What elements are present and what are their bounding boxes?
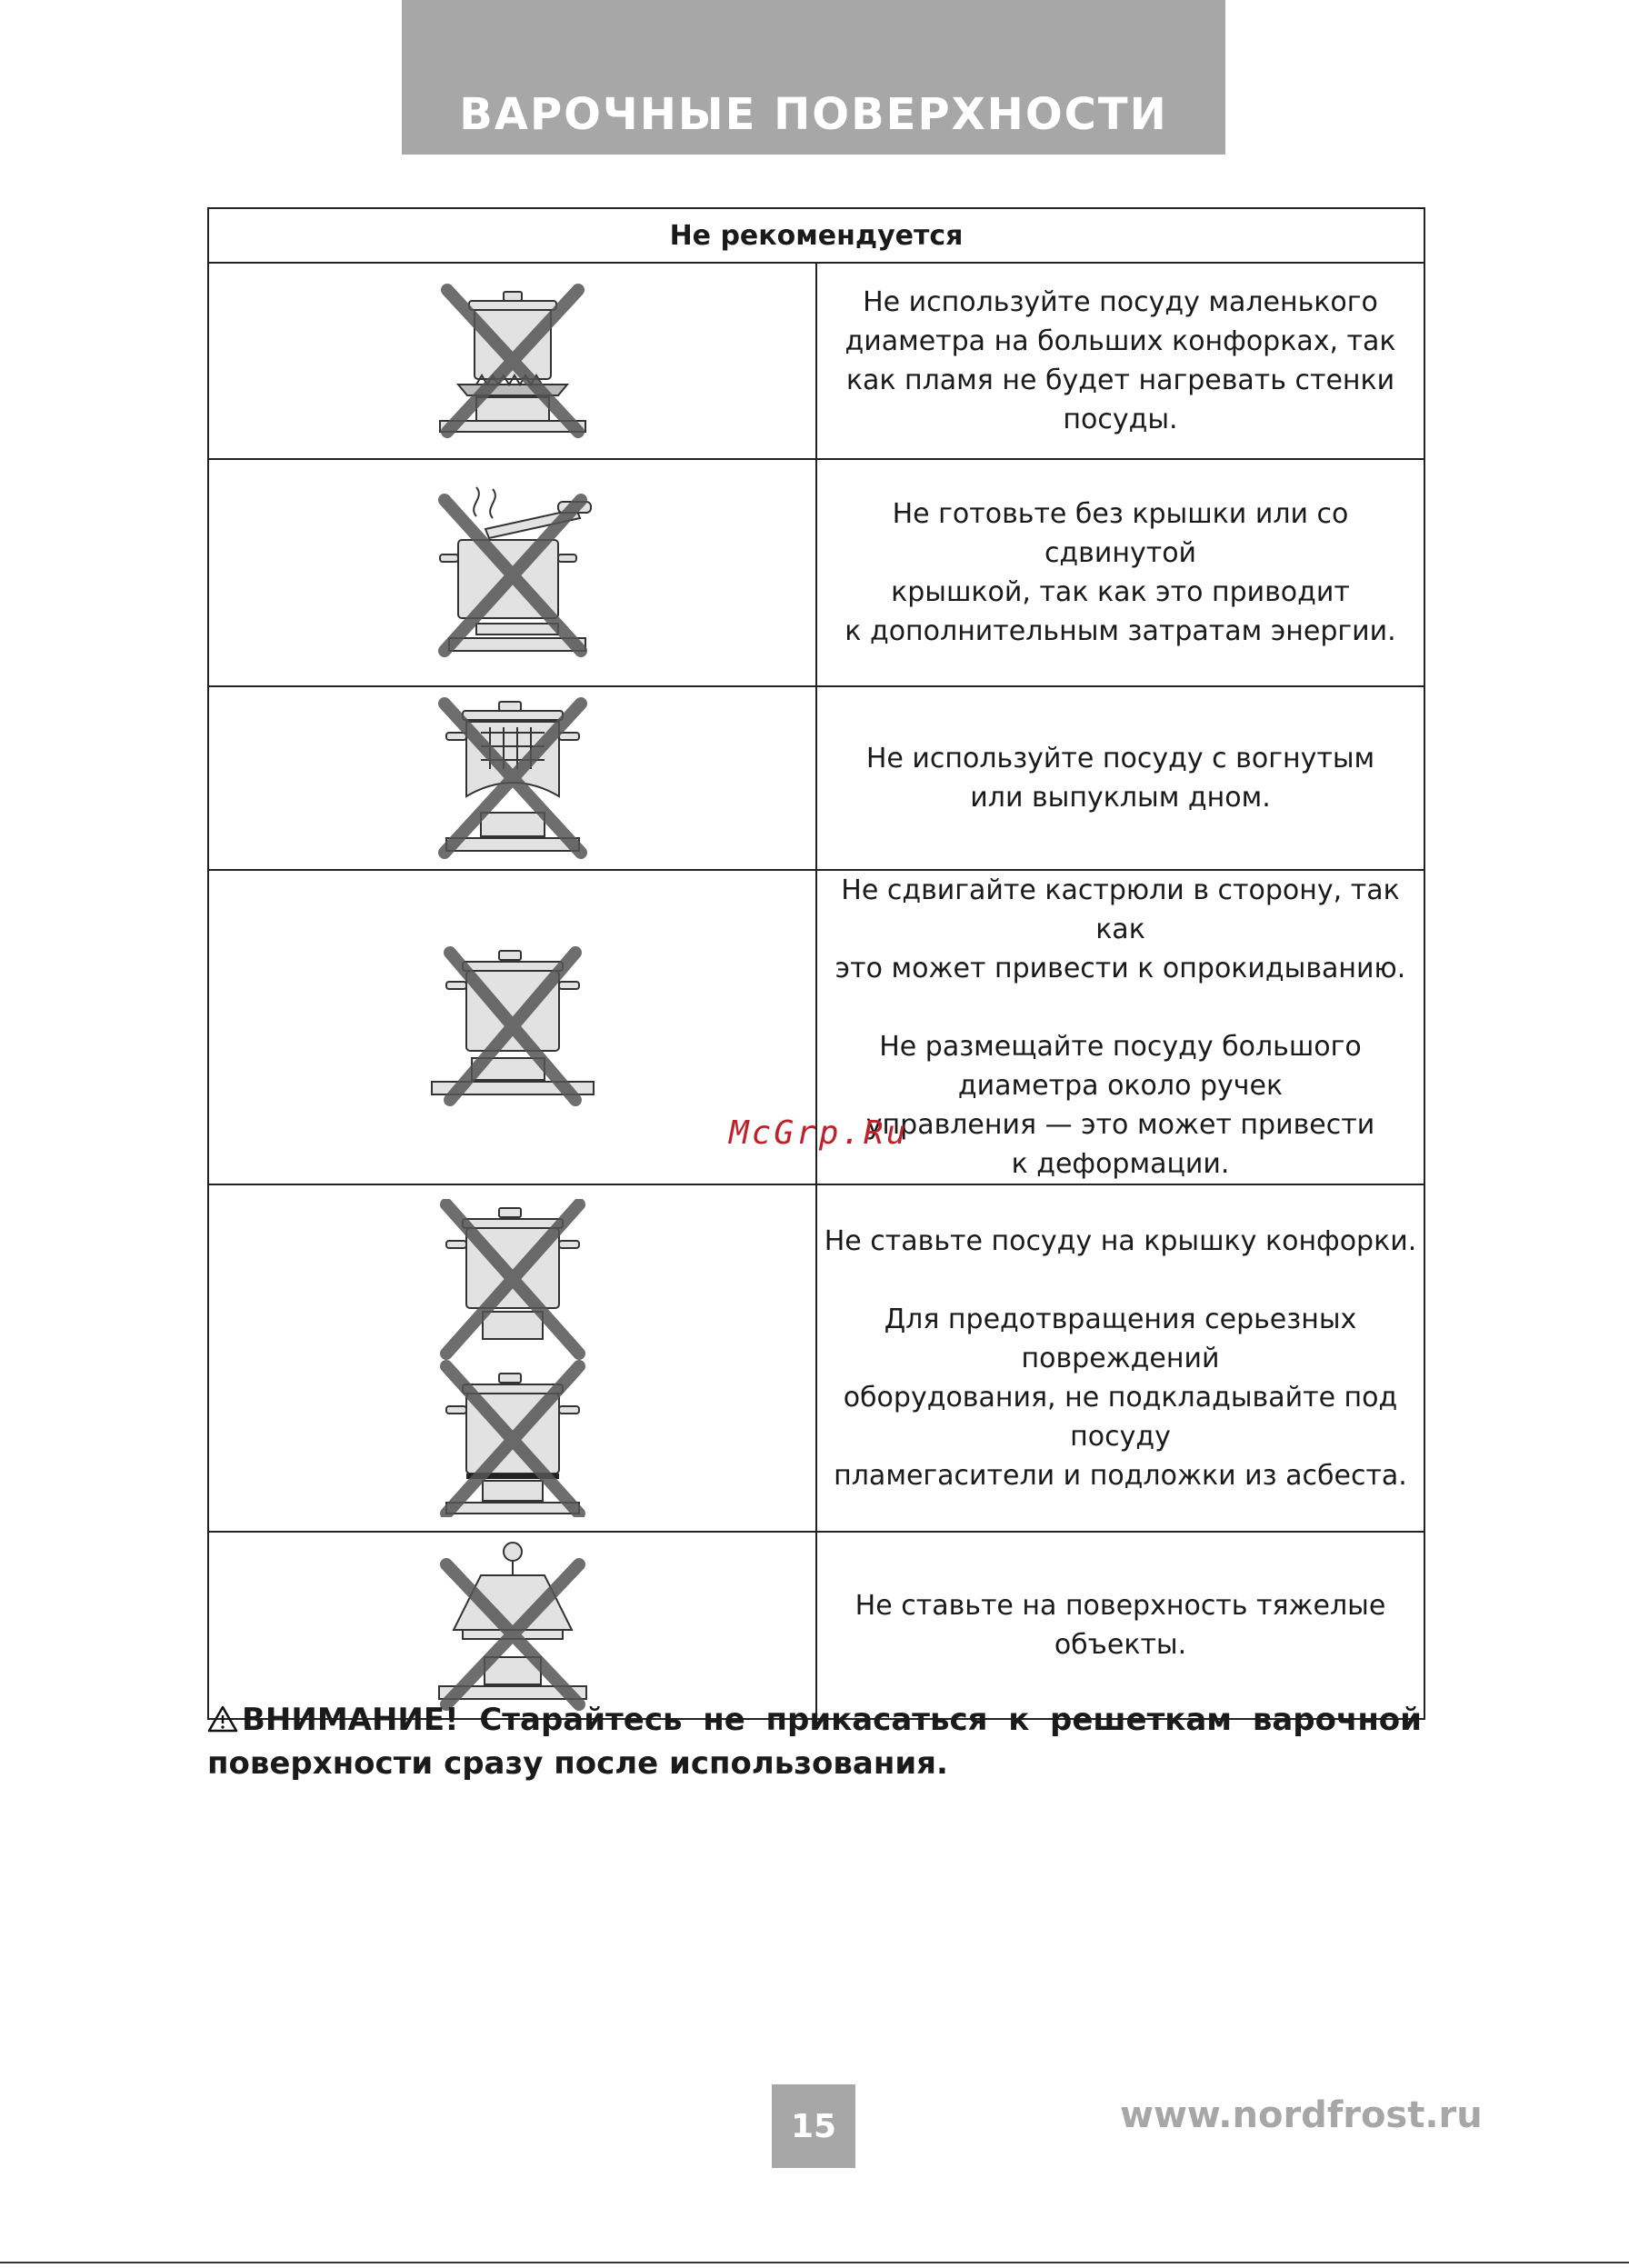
page-title: ВАРОЧНЫЕ ПОВЕРХНОСТИ (459, 89, 1168, 140)
warning-text: ВНИМАНИЕ! Старайтесь не прикасаться к решеткам варочной поверхности сразу после использования. (207, 1702, 1422, 1782)
website-url: www.nordfrost.ru (1120, 2094, 1483, 2136)
page-number: 15 (772, 2084, 855, 2168)
not-recommended-table (207, 207, 1425, 1720)
warning-note (207, 1698, 1422, 1785)
row-text: это может привести к опрокидыванию. (834, 953, 1406, 984)
table-row (208, 263, 1424, 459)
row-text: Не используйте посуду маленького диаметра на больших конфорках, так как пламя не будет нагревать стенки посуды. (844, 286, 1396, 435)
table-row (208, 1184, 1424, 1532)
row-text: Не ставьте на поверхность тяжелые объекты. (854, 1590, 1386, 1661)
table-row (208, 459, 1424, 686)
pot-on-burner-cap-crossed-icon (426, 1199, 599, 1517)
row-text: к деформации. (1011, 1148, 1230, 1180)
row-text: Не ставьте посуду на крышку конфорки. (824, 1224, 1417, 1257)
pot-shifted-aside-crossed-icon (426, 945, 599, 1109)
pot-without-lid-crossed-icon (422, 482, 604, 664)
bottom-rule (0, 2262, 1629, 2263)
row-text: Не готовьте без крышки или со сдвинутой (892, 498, 1349, 569)
table-row (208, 686, 1424, 870)
warning-triangle-icon (207, 1704, 238, 1733)
row-text: крышкой, так как это приводит (891, 576, 1350, 608)
heavy-object-crossed-icon (426, 1539, 599, 1712)
table-heading: Не рекомендуется (208, 208, 1424, 263)
row-text: к дополнительным затратам энергии. (844, 615, 1396, 647)
row-text: оборудования, не подкладывайте под посуду (843, 1381, 1398, 1453)
row-text: или выпуклым дном. (970, 782, 1271, 814)
row-text: Не размещайте посуду большого диаметра около ручек (879, 1031, 1362, 1102)
table-row (208, 1532, 1424, 1719)
watermark: McGrp.Ru (729, 1114, 909, 1152)
row-text: Для предотвращения серьезных повреждений (884, 1303, 1357, 1374)
row-text: Не сдвигайте кастрюли в сторону, так как (841, 874, 1400, 945)
header-band (402, 0, 1225, 155)
row-text: Не используйте посуду с вогнутым (865, 743, 1375, 774)
row-text: пламегасители и подложки из асбеста. (834, 1459, 1407, 1492)
concave-bottom-pot-crossed-icon (426, 696, 599, 860)
row-text: управления — это может привести (865, 1109, 1375, 1141)
small-pot-on-large-burner-crossed-icon (431, 279, 595, 443)
